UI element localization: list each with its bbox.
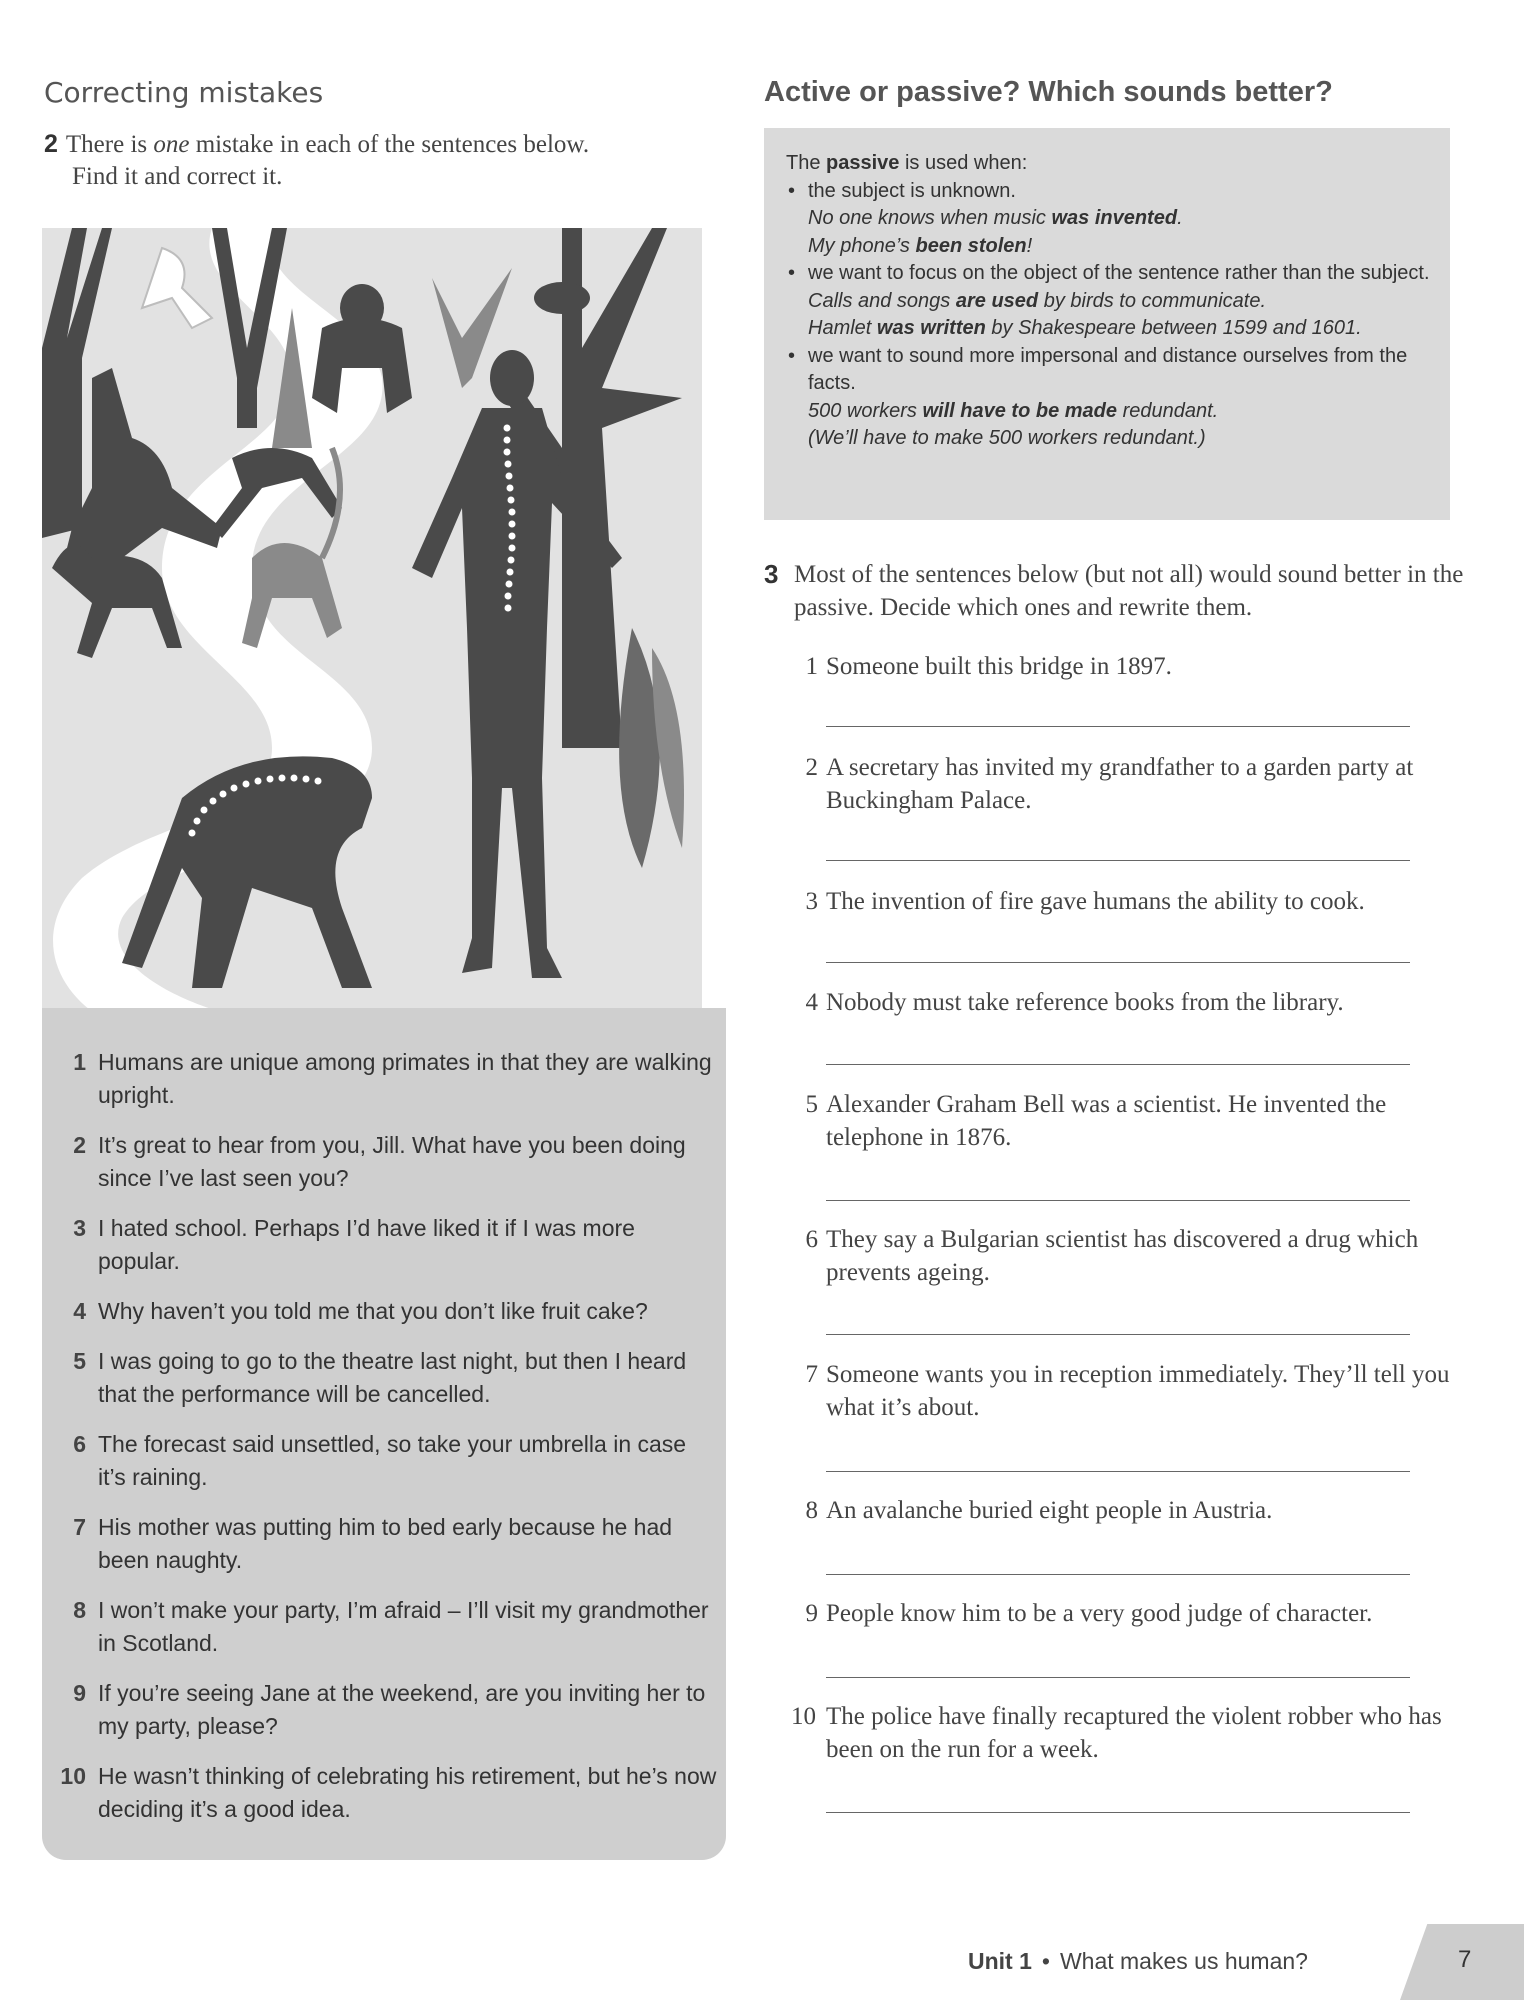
answer-line[interactable] xyxy=(826,1334,1410,1335)
grammar-notes xyxy=(786,150,1436,453)
question-item xyxy=(791,1700,1454,1766)
item-number: 2 xyxy=(73,1132,86,1158)
question-number: 2 xyxy=(805,754,818,781)
question-item xyxy=(794,751,1454,817)
item-number: 5 xyxy=(73,1348,86,1374)
item-number: 9 xyxy=(73,1680,86,1706)
question-text: Alexander Graham Bell was a scientist. He invented the telephone in 1876. xyxy=(826,1091,1387,1151)
answer-line[interactable] xyxy=(826,1200,1410,1201)
question-number: 3 xyxy=(805,888,818,915)
grammar-intro-text-end: is used when: xyxy=(899,152,1028,174)
question-text: People know him to be a very good judge of character. xyxy=(826,1600,1373,1627)
footer-chapter: What makes us human? xyxy=(1059,1948,1308,1974)
item-text: I was going to go to the theatre last night, but then I heard that the performance will be cancelled. xyxy=(98,1348,687,1407)
item-text: He wasn’t thinking of celebrating his retirement, but he’s now deciding it’s a good idea. xyxy=(98,1763,717,1822)
list-item xyxy=(60,1677,720,1743)
grammar-example: 500 workers will have to be made redundant. xyxy=(808,399,1219,422)
item-text: His mother was putting him to bed early because he had been naughty. xyxy=(98,1514,673,1573)
list-item xyxy=(60,1760,720,1826)
question-text: Someone wants you in reception immediately. They’ll tell you what it’s about. xyxy=(826,1361,1450,1421)
question-item xyxy=(794,1223,1454,1289)
answer-line[interactable] xyxy=(826,1574,1410,1575)
question-number: 7 xyxy=(805,1361,818,1388)
answer-line[interactable] xyxy=(826,1471,1410,1472)
question-text: An avalanche buried eight people in Austria. xyxy=(826,1497,1273,1524)
question-text: A secretary has invited my grandfather to a garden party at Buckingham Palace. xyxy=(826,754,1414,814)
grammar-intro xyxy=(786,150,1436,178)
answer-line[interactable] xyxy=(826,1064,1410,1065)
question-item xyxy=(794,1494,1454,1527)
item-number: 3 xyxy=(73,1215,86,1241)
question-item xyxy=(794,650,1454,683)
question-number: 8 xyxy=(805,1497,818,1524)
grammar-bullet xyxy=(786,178,1436,261)
instruction-text: There is xyxy=(65,131,154,158)
list-item xyxy=(60,1046,720,1112)
list-item xyxy=(60,1428,720,1494)
exercise-2-instruction xyxy=(44,128,684,193)
question-number: 4 xyxy=(805,989,818,1016)
question-text: Nobody must take reference books from the library. xyxy=(826,989,1344,1016)
answer-line[interactable] xyxy=(826,1677,1410,1678)
question-text: The invention of fire gave humans the ability to cook. xyxy=(826,888,1365,915)
question-item xyxy=(794,1358,1454,1424)
answer-line[interactable] xyxy=(826,860,1410,861)
section-title-correcting-mistakes: Correcting mistakes xyxy=(44,76,324,109)
exercise-number: 3 xyxy=(764,559,779,589)
item-number: 1 xyxy=(73,1049,86,1075)
question-number: 6 xyxy=(805,1226,818,1253)
question-number: 10 xyxy=(791,1703,816,1730)
item-number: 6 xyxy=(73,1431,86,1457)
grammar-rule: we want to sound more impersonal and distance ourselves from the facts. xyxy=(808,344,1408,394)
question-number: 1 xyxy=(805,653,818,680)
item-text: If you’re seeing Jane at the weekend, are you inviting her to my party, please? xyxy=(98,1680,706,1739)
exercise-number: 2 xyxy=(44,130,58,158)
question-text: Someone built this bridge in 1897. xyxy=(826,653,1172,680)
answer-line[interactable] xyxy=(826,1812,1410,1813)
answer-line[interactable] xyxy=(826,726,1410,727)
item-number: 8 xyxy=(73,1597,86,1623)
question-number: 9 xyxy=(805,1600,818,1627)
question-text: The police have finally recaptured the violent robber who has been on the run for a week. xyxy=(826,1703,1442,1763)
item-number: 7 xyxy=(73,1514,86,1540)
item-text: I hated school. Perhaps I’d have liked it if I was more popular. xyxy=(98,1215,635,1274)
footer-separator: • xyxy=(1041,1948,1050,1974)
grammar-rule: the subject is unknown. xyxy=(808,179,1016,202)
list-item xyxy=(60,1212,720,1278)
list-item xyxy=(60,1295,720,1328)
grammar-bullet xyxy=(786,260,1436,343)
list-item xyxy=(60,1129,720,1195)
question-number: 5 xyxy=(805,1091,818,1118)
item-text: Why haven’t you told me that you don’t like fruit cake? xyxy=(98,1298,648,1324)
grammar-example: Hamlet was written by Shakespeare between 1599 and 1601. xyxy=(808,317,1362,339)
item-text: Humans are unique among primates in that they are walking upright. xyxy=(98,1049,712,1108)
footer-unit: Unit 1 xyxy=(968,1948,1032,1974)
question-item xyxy=(794,1088,1454,1154)
list-item xyxy=(60,1511,720,1577)
page-number: 7 xyxy=(1458,1946,1472,1973)
item-text: The forecast said unsettled, so take your umbrella in case it’s raining. xyxy=(98,1431,687,1490)
grammar-intro-keyword: passive xyxy=(826,152,900,174)
primates-illustration xyxy=(42,228,702,1018)
section-title-active-or-passive: Active or passive? Which sounds better? xyxy=(764,76,1333,108)
grammar-bullet xyxy=(786,343,1436,453)
exercise-3-instruction xyxy=(764,558,1464,624)
item-number: 10 xyxy=(60,1763,86,1789)
list-item xyxy=(60,1594,720,1660)
item-text: I won’t make your party, I’m afraid – I’ll visit my grandmother in Scotland. xyxy=(98,1597,709,1656)
question-text: They say a Bulgarian scientist has discovered a drug which prevents ageing. xyxy=(826,1226,1419,1286)
list-item xyxy=(60,1345,720,1411)
instruction-emphasis: one xyxy=(153,131,190,158)
exercise-2-sentence-list xyxy=(60,1046,720,1843)
grammar-example: My phone’s been stolen! xyxy=(808,234,1033,257)
grammar-intro-text: The xyxy=(786,152,827,174)
answer-line[interactable] xyxy=(826,962,1410,963)
question-item xyxy=(794,1597,1454,1630)
instruction-text: Most of the sentences below (but not all) would sound better in the passive. Decide which ones and rewrite them. xyxy=(794,561,1464,621)
page-footer xyxy=(968,1948,1308,1975)
instruction-text-end: mistake in each of the sentences below. xyxy=(189,131,590,158)
grammar-example: Calls and songs are used by birds to communicate. xyxy=(808,289,1267,312)
grammar-example: No one knows when music was invented. xyxy=(808,207,1183,229)
grammar-example: (We’ll have to make 500 workers redundant.) xyxy=(808,427,1206,449)
question-item xyxy=(794,986,1454,1019)
instruction-line-2: Find it and correct it. xyxy=(72,163,283,190)
question-item xyxy=(794,885,1454,918)
item-number: 4 xyxy=(73,1298,86,1324)
grammar-rule: we want to focus on the object of the sentence rather than the subject. xyxy=(808,262,1430,284)
item-text: It’s great to hear from you, Jill. What have you been doing since I’ve last seen you? xyxy=(98,1132,686,1191)
